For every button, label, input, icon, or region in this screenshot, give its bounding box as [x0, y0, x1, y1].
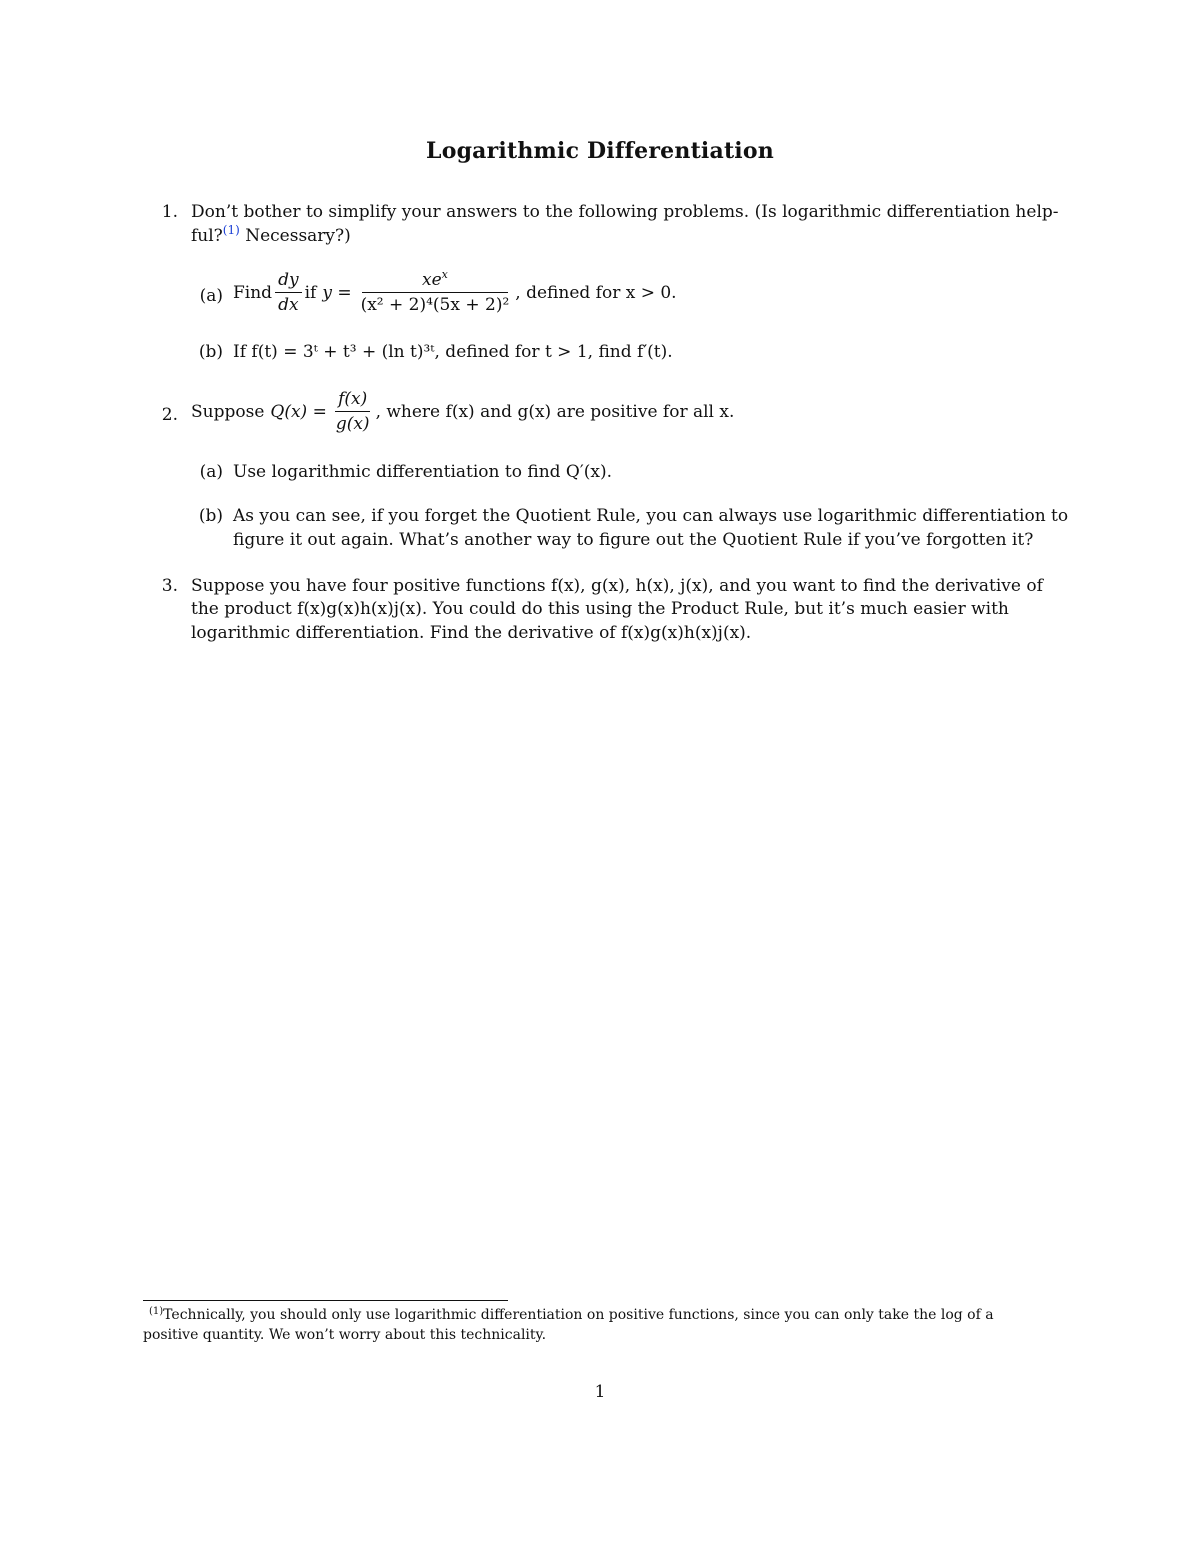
page-number: 1 [594, 1382, 606, 1402]
dx-denominator: dx [278, 295, 299, 315]
footnote-text-1: Technically, you should only use logarithmic differentiation on positive functions, since you can only take the log of a [163, 1307, 994, 1323]
problem-1-number: 1. [161, 202, 178, 222]
y-fraction [358, 270, 513, 315]
problem-1-line-2-start: ful? [191, 226, 223, 246]
problem-2-text [191, 389, 734, 434]
problem-1b-label: (b) [198, 342, 223, 362]
Q-denominator: g(x) [335, 414, 370, 434]
footnote-line-1 [149, 1306, 994, 1323]
footnote-mark: (1) [149, 1306, 164, 1317]
problem-2a-text: Use logarithmic differentiation to find Q′(x). [233, 462, 612, 482]
problem-3-line-3: logarithmic differentiation. Find the derivative of f(x)g(x)h(x)j(x). [191, 623, 752, 643]
problem-1a-y-equals: y = [322, 282, 352, 303]
problem-2b-line-1: As you can see, if you forget the Quotient Rule, you can always use logarithmic differentiation to [233, 506, 1069, 526]
problem-2-number: 2. [161, 405, 178, 425]
problem-2-suppose: Suppose [191, 401, 265, 422]
problem-1-line-2 [191, 223, 351, 246]
dy-numerator: dy [275, 270, 302, 293]
problem-2a-label: (a) [199, 462, 223, 482]
problem-2-Q: Q(x) = [270, 401, 327, 422]
footnote-line-2: positive quantity. We won’t worry about this technicality. [143, 1327, 547, 1343]
problem-2b-line-2: figure it out again. What’s another way to figure out the Quotient Rule if you’ve forgotten it? [233, 530, 1034, 550]
problem-1b-text: If f(t) = 3ᵗ + t³ + (ln t)³ᵗ, defined for t > 1, find f′(t). [233, 342, 673, 362]
problem-3-line-2: the product f(x)g(x)h(x)j(x). You could do this using the Product Rule, but it’s much easier with [191, 599, 1009, 619]
problem-3-number: 3. [161, 576, 178, 596]
y-denominator: (x² + 2)⁴(5x + 2)² [360, 295, 510, 315]
problem-1-line-1: Don’t bother to simplify your answers to the following problems. (Is logarithmic differentiation help- [191, 202, 1059, 222]
problem-2-tail: , where f(x) and g(x) are positive for all x. [375, 401, 735, 422]
y-numerator [362, 270, 508, 293]
problem-1a-tail: , defined for x > 0. [515, 282, 677, 303]
problem-1-line-2-end: Necessary?) [239, 226, 351, 246]
problem-1a-if: if [304, 282, 317, 303]
problem-1a-text [233, 270, 677, 315]
problem-3-line-1: Suppose you have four positive functions f(x), g(x), h(x), j(x), and you want to find the derivative of [191, 576, 1043, 596]
problem-2b-label: (b) [198, 506, 223, 526]
Q-fraction [333, 389, 373, 434]
y-numerator-base: xe [421, 270, 442, 290]
dy-dx-fraction [275, 270, 302, 315]
problem-1a-find: Find [233, 282, 273, 303]
footnote-rule [143, 1300, 508, 1301]
footnote-reference[interactable]: (1) [222, 223, 240, 237]
Q-numerator: f(x) [335, 389, 370, 412]
page-title: Logarithmic Differentiation [426, 138, 774, 164]
problem-1a-label: (a) [199, 286, 223, 306]
y-numerator-exponent: x [441, 268, 448, 281]
